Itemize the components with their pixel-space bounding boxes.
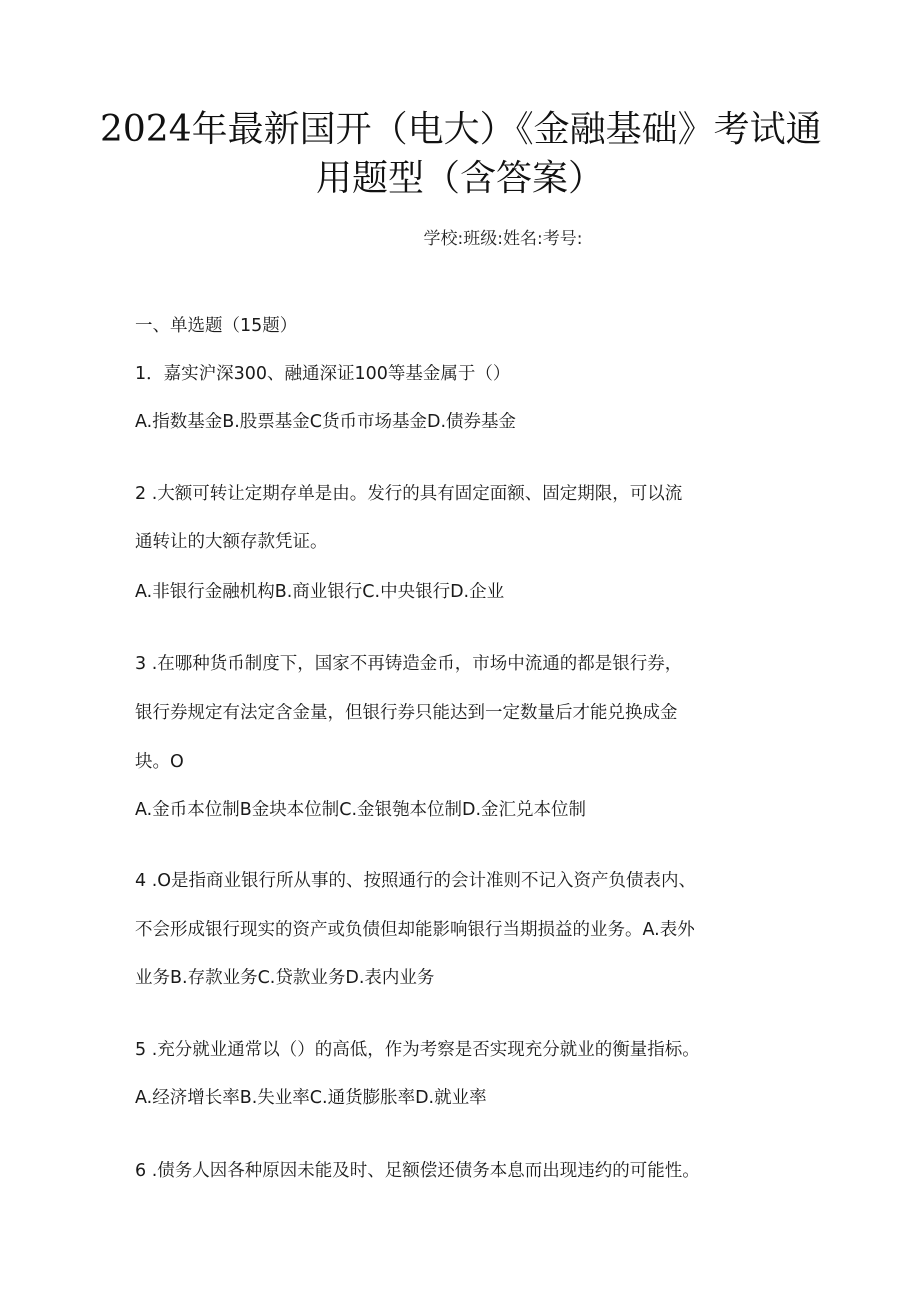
question-6-text: 6 .债务人因各种原因未能及时、足额偿还债务本息而出现违约的可能性。 — [135, 1161, 700, 1181]
section-heading: 一、单选题（15题） — [135, 316, 298, 336]
document-title-line-2: 用题型（含答案） — [315, 158, 604, 199]
question-3-options: A.金币本位制B金块本位制C.金银匏本位制D.金汇兑本位制 — [135, 800, 587, 820]
question-1-options: A.指数基金B.股票基金C货币市场基金D.债券基金 — [135, 412, 517, 432]
question-2-text: 2 .大额可转让定期存单是由。发行的具有固定面额、固定期限，可以流 — [135, 484, 683, 504]
question-4-text: 不会形成银行现实的资产或负债但却能影响银行当期损益的业务。A.表外 — [135, 920, 695, 940]
question-3-text: 块。O — [135, 752, 184, 772]
question-3-text: 银行券规定有法定含金量，但银行券只能达到一定数量后才能兑换成金 — [135, 703, 678, 723]
question-4-text: 4 .O是指商业银行所从事的、按照通行的会计准则不记入资产负债表内、 — [135, 871, 697, 891]
question-5-options: A.经济增长率B.失业率C.通货膨胀率D.就业率 — [135, 1088, 487, 1108]
question-2-text: 通转让的大额存款凭证。 — [135, 532, 328, 552]
question-3-text: 3 .在哪种货币制度下，国家不再铸造金币，市场中流通的都是银行券， — [135, 654, 683, 674]
question-5-text: 5 .充分就业通常以（）的高低，作为考察是否实现充分就业的衡量指标。 — [135, 1040, 700, 1060]
question-2-options: A.非银行金融机构B.商业银行C.中央银行D.企业 — [135, 582, 505, 602]
question-4-text: 业务B.存款业务C.贷款业务D.表内业务 — [135, 968, 435, 988]
document-title-line-1: 2024年最新国开（电大）《金融基础》考试通 — [100, 109, 822, 150]
student-info-line: 学校:班级:姓名:考号: — [423, 229, 583, 249]
question-1-text: 1．嘉实沪深300、融通深证100等基金属于（） — [135, 364, 511, 384]
